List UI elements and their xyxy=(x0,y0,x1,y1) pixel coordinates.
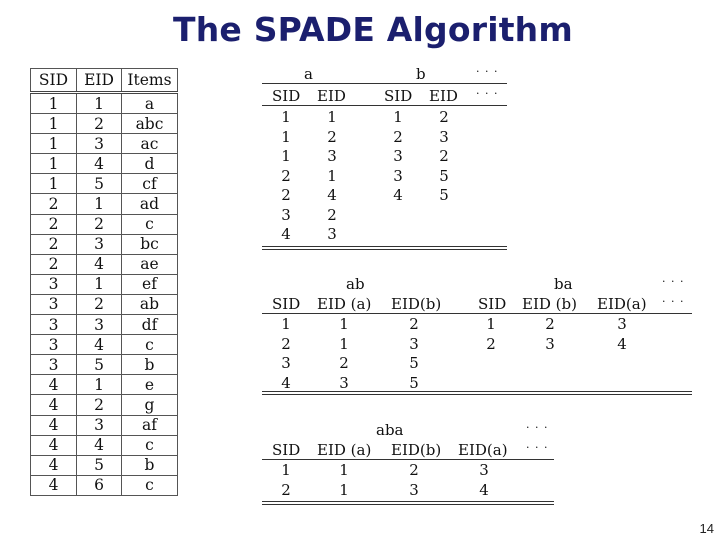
idlist-a-cell: 1 xyxy=(281,147,291,165)
ba-sid-header: SID xyxy=(478,295,507,313)
a-sid-header: SID xyxy=(272,87,301,105)
idlist-ba-cell: 1 xyxy=(486,315,496,333)
table-row xyxy=(31,214,178,234)
sid-cell: 2 xyxy=(31,234,77,254)
sid-cell: 3 xyxy=(31,274,77,294)
ba-eid-a-header: EID(a) xyxy=(597,295,647,313)
idlist-ab-cell: 2 xyxy=(281,334,291,353)
idlist-ab-cell: 2 xyxy=(339,354,349,372)
ellipsis: · · · xyxy=(476,65,499,78)
idlist-ab-cell: 4 xyxy=(281,373,291,392)
idlist-label-ba: ba xyxy=(554,275,573,293)
eid-cell: 1 xyxy=(77,93,122,114)
eid-cell: 1 xyxy=(77,274,122,294)
table-row xyxy=(31,315,178,335)
ellipsis: · · · xyxy=(476,87,499,100)
ab-sid-header: SID xyxy=(272,295,301,313)
table-row xyxy=(31,435,178,455)
ab-eid-a-header: EID (a) xyxy=(317,295,372,313)
idlist-b-cell: 5 xyxy=(439,166,449,185)
bottom-rule xyxy=(262,394,692,395)
sid-cell: 3 xyxy=(31,355,77,375)
idlist-label-aba: aba xyxy=(376,421,404,439)
eid-cell: 2 xyxy=(77,294,122,314)
eid-cell: 4 xyxy=(77,335,122,355)
table-row xyxy=(31,395,178,415)
idlist-ab-cell: 2 xyxy=(409,315,419,333)
idlist-ab-cell: 3 xyxy=(409,334,419,353)
eid-cell: 4 xyxy=(77,435,122,455)
items-cell: af xyxy=(122,415,178,435)
sid-cell: 2 xyxy=(31,214,77,234)
idlist-aba-cell: 2 xyxy=(281,480,291,499)
table-row xyxy=(31,114,178,134)
page-number: 14 xyxy=(699,521,714,536)
idlist-b-cell: 2 xyxy=(439,108,449,126)
items-cell: ad xyxy=(122,194,178,214)
two-sequence-idlists xyxy=(262,274,692,394)
slide-title: The SPADE Algorithm xyxy=(173,10,573,49)
aba-eid-a2-header: EID(a) xyxy=(458,441,508,459)
table-row xyxy=(31,455,178,475)
table-row xyxy=(31,475,178,495)
items-cell: a xyxy=(122,93,178,114)
table-row xyxy=(31,415,178,435)
header-rule xyxy=(262,459,554,460)
eid-cell: 3 xyxy=(77,234,122,254)
idlist-a-cell: 1 xyxy=(327,108,337,126)
idlist-ab-cell: 1 xyxy=(339,315,349,333)
idlist-a-cell: 3 xyxy=(281,205,291,224)
idlist-b-cell: 2 xyxy=(393,127,403,146)
items-cell: ef xyxy=(122,274,178,294)
table-row xyxy=(31,355,178,375)
eid-header: EID xyxy=(77,69,122,93)
table-row xyxy=(31,194,178,214)
eid-cell: 2 xyxy=(77,395,122,415)
idlist-a-cell: 2 xyxy=(327,127,337,146)
items-cell: ae xyxy=(122,254,178,274)
bottom-rule xyxy=(262,501,554,502)
items-cell: g xyxy=(122,395,178,415)
idlist-aba-cell: 1 xyxy=(339,461,349,479)
eid-cell: 2 xyxy=(77,214,122,234)
idlist-a-cell: 2 xyxy=(327,205,337,224)
items-cell: c xyxy=(122,335,178,355)
idlist-aba-cell: 4 xyxy=(479,480,489,499)
sid-cell: 1 xyxy=(31,93,77,114)
sid-cell: 3 xyxy=(31,294,77,314)
ab-eid-b-header: EID(b) xyxy=(391,295,442,313)
idlist-b-cell: 3 xyxy=(393,147,403,165)
ellipsis: · · · xyxy=(662,275,685,288)
items-cell: ab xyxy=(122,294,178,314)
three-sequence-idlist xyxy=(262,420,554,506)
table-row xyxy=(31,335,178,355)
bottom-rule xyxy=(262,249,507,250)
table-row xyxy=(31,174,178,194)
table-header-row xyxy=(31,69,178,93)
b-eid-header: EID xyxy=(429,87,458,105)
bottom-rule xyxy=(262,391,692,392)
ellipsis: · · · xyxy=(526,441,549,454)
items-cell: c xyxy=(122,435,178,455)
sid-cell: 1 xyxy=(31,114,77,134)
sid-cell: 4 xyxy=(31,475,77,495)
aba-sid-header: SID xyxy=(272,441,301,459)
header-rule xyxy=(262,83,507,84)
table-row xyxy=(31,93,178,114)
idlist-b-cell: 3 xyxy=(439,127,449,146)
eid-cell: 3 xyxy=(77,315,122,335)
items-cell: e xyxy=(122,375,178,395)
sid-cell: 1 xyxy=(31,174,77,194)
header-rule xyxy=(262,105,507,106)
eid-cell: 4 xyxy=(77,154,122,174)
table-row xyxy=(31,375,178,395)
idlist-b-cell: 2 xyxy=(439,147,449,165)
sid-cell: 4 xyxy=(31,455,77,475)
idlist-ab-cell: 1 xyxy=(281,315,291,333)
table-row xyxy=(31,154,178,174)
sid-cell: 1 xyxy=(31,134,77,154)
items-cell: b xyxy=(122,455,178,475)
items-cell: bc xyxy=(122,234,178,254)
idlist-a-cell: 4 xyxy=(327,186,337,204)
idlist-a-cell: 1 xyxy=(281,127,291,146)
ellipsis: · · · xyxy=(662,295,685,308)
idlist-a-cell: 3 xyxy=(327,147,337,165)
items-cell: d xyxy=(122,154,178,174)
b-sid-header: SID xyxy=(384,87,413,105)
idlist-ab-cell: 3 xyxy=(281,354,291,372)
idlist-ab-cell: 5 xyxy=(409,373,419,392)
sid-cell: 3 xyxy=(31,315,77,335)
idlist-ba-cell: 2 xyxy=(545,315,555,333)
idlist-ba-cell: 3 xyxy=(617,315,627,333)
eid-cell: 4 xyxy=(77,254,122,274)
idlist-a-cell: 2 xyxy=(281,186,291,204)
idlist-aba-cell: 1 xyxy=(339,480,349,499)
idlist-a-cell: 1 xyxy=(281,108,291,126)
idlist-aba-cell: 3 xyxy=(479,461,489,479)
items-cell: c xyxy=(122,475,178,495)
eid-cell: 1 xyxy=(77,194,122,214)
sid-cell: 4 xyxy=(31,415,77,435)
bottom-rule xyxy=(262,504,554,505)
sid-cell: 4 xyxy=(31,395,77,415)
idlist-ba-cell: 3 xyxy=(545,334,555,353)
bottom-rule xyxy=(262,246,507,247)
table-row xyxy=(31,134,178,154)
items-cell: abc xyxy=(122,114,178,134)
idlist-a-cell: 4 xyxy=(281,225,291,243)
idlist-aba-cell: 1 xyxy=(281,461,291,479)
sid-header: SID xyxy=(31,69,77,93)
ellipsis: · · · xyxy=(526,421,549,434)
idlist-ab-cell: 5 xyxy=(409,354,419,372)
header-rule xyxy=(262,313,692,314)
idlist-ba-cell: 2 xyxy=(486,334,496,353)
sid-cell: 2 xyxy=(31,194,77,214)
eid-cell: 5 xyxy=(77,455,122,475)
sid-cell: 1 xyxy=(31,154,77,174)
eid-cell: 5 xyxy=(77,355,122,375)
idlist-b-cell: 5 xyxy=(439,186,449,204)
sid-cell: 4 xyxy=(31,375,77,395)
table-row xyxy=(31,274,178,294)
items-cell: df xyxy=(122,315,178,335)
eid-cell: 3 xyxy=(77,415,122,435)
items-header: Items xyxy=(122,69,178,93)
eid-cell: 5 xyxy=(77,174,122,194)
idlist-ab-cell: 1 xyxy=(339,334,349,353)
eid-cell: 3 xyxy=(77,134,122,154)
sid-cell: 3 xyxy=(31,335,77,355)
idlist-a-cell: 3 xyxy=(327,225,337,243)
single-item-idlists xyxy=(262,62,507,252)
sequence-database-table xyxy=(30,68,178,496)
aba-eid-b-header: EID(b) xyxy=(391,441,442,459)
items-cell: cf xyxy=(122,174,178,194)
idlist-b-cell: 4 xyxy=(393,186,403,204)
sid-cell: 2 xyxy=(31,254,77,274)
idlist-label-ab: ab xyxy=(346,275,365,293)
eid-cell: 6 xyxy=(77,475,122,495)
table-row xyxy=(31,234,178,254)
idlist-label-a: a xyxy=(304,65,313,83)
table-row xyxy=(31,254,178,274)
idlist-ab-cell: 3 xyxy=(339,373,349,392)
items-cell: ac xyxy=(122,134,178,154)
a-eid-header: EID xyxy=(317,87,346,105)
table-row xyxy=(31,294,178,314)
eid-cell: 2 xyxy=(77,114,122,134)
items-cell: c xyxy=(122,214,178,234)
idlist-b-cell: 1 xyxy=(393,108,403,126)
idlist-a-cell: 2 xyxy=(281,166,291,185)
idlist-label-b: b xyxy=(416,65,426,83)
items-cell: b xyxy=(122,355,178,375)
idlist-b-cell: 3 xyxy=(393,166,403,185)
eid-cell: 1 xyxy=(77,375,122,395)
idlist-ba-cell: 4 xyxy=(617,334,627,353)
idlist-aba-cell: 2 xyxy=(409,461,419,479)
sid-cell: 4 xyxy=(31,435,77,455)
ba-eid-b-header: EID (b) xyxy=(522,295,577,313)
idlist-aba-cell: 3 xyxy=(409,480,419,499)
idlist-a-cell: 1 xyxy=(327,166,337,185)
aba-eid-a-header: EID (a) xyxy=(317,441,372,459)
